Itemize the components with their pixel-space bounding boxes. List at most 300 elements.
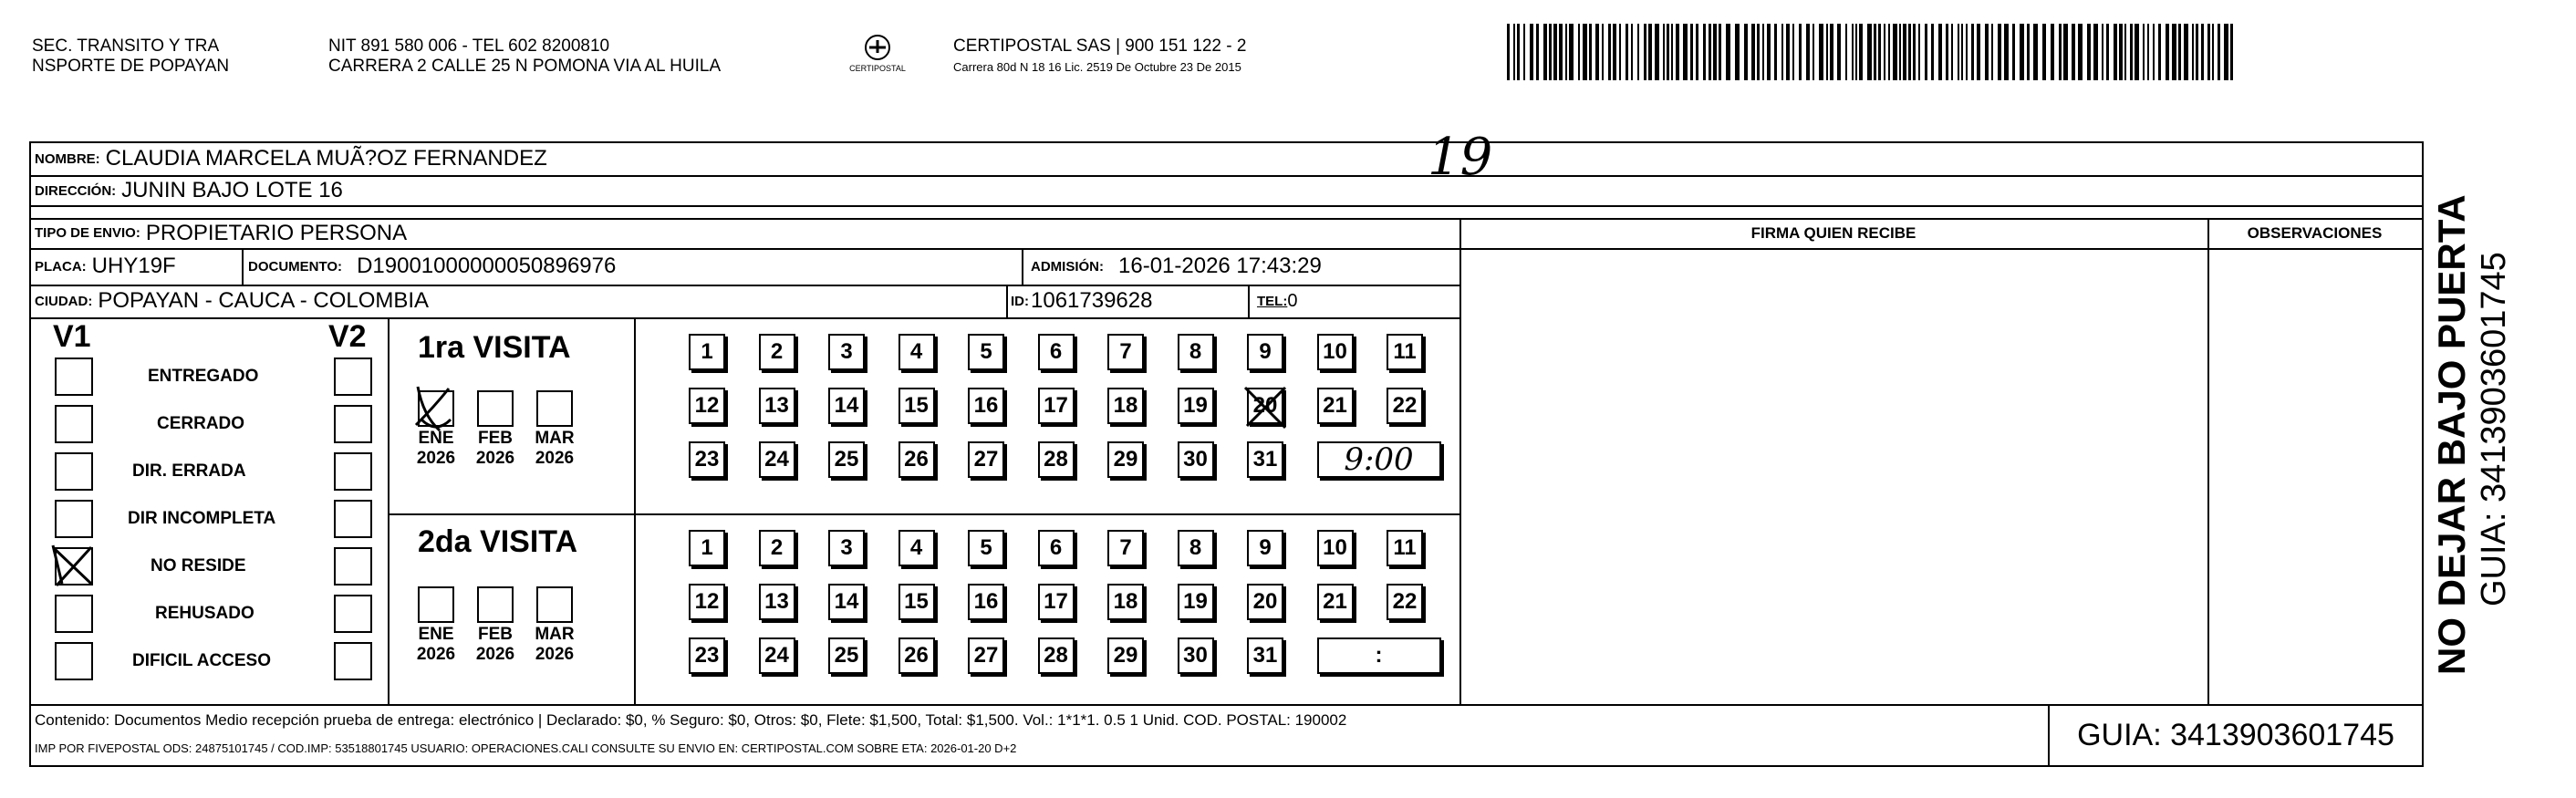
barcode-bar bbox=[1744, 24, 1748, 80]
admission-label: ADMISIÓN: bbox=[1031, 258, 1104, 275]
day-number: 3 bbox=[840, 339, 853, 364]
barcode-bar bbox=[2196, 24, 2198, 80]
address-value: JUNIN BAJO LOTE 16 bbox=[121, 178, 343, 202]
tel-field bbox=[1257, 285, 1297, 317]
barcode-bar bbox=[1913, 24, 1916, 80]
day-number: 15 bbox=[904, 589, 929, 614]
barcode-bar bbox=[1991, 24, 1993, 80]
v1-checkbox[interactable] bbox=[55, 642, 93, 680]
barcode-bar bbox=[1667, 24, 1669, 80]
barcode-bar bbox=[2012, 24, 2015, 80]
barcode-bar bbox=[1958, 24, 1959, 80]
barcode-bar bbox=[2178, 24, 2181, 80]
barcode-bar bbox=[2224, 24, 2228, 80]
barcode-bar bbox=[2078, 24, 2083, 80]
visit1-day-box[interactable] bbox=[1247, 441, 1283, 478]
barcode-bar bbox=[1676, 24, 1679, 80]
v2-checkbox[interactable] bbox=[334, 595, 372, 633]
month-year: 2026 bbox=[535, 449, 575, 468]
visit2-day-box[interactable] bbox=[968, 530, 1004, 566]
visit2-title: 2da VISITA bbox=[418, 524, 578, 559]
day-number: 27 bbox=[973, 643, 999, 668]
day-number: 1 bbox=[701, 339, 713, 364]
barcode-bar bbox=[1696, 24, 1698, 80]
barcode-bar bbox=[1690, 24, 1693, 80]
barcode-bar bbox=[2114, 24, 2117, 80]
day-number: 26 bbox=[904, 447, 929, 472]
day-number: 11 bbox=[1393, 535, 1417, 560]
visit1-day-box[interactable] bbox=[1107, 334, 1144, 370]
visit1-day-box[interactable] bbox=[689, 388, 725, 424]
visit1-day-box[interactable] bbox=[759, 334, 795, 370]
barcode-bar bbox=[1569, 24, 1574, 80]
day-number: 9 bbox=[1259, 535, 1272, 560]
visit2-day-box[interactable] bbox=[828, 637, 865, 674]
barcode-graphic bbox=[1505, 24, 2235, 80]
day-number: 4 bbox=[909, 339, 923, 364]
day-number: 2 bbox=[770, 535, 784, 560]
city-label: CIUDAD: bbox=[35, 293, 93, 309]
barcode-bar bbox=[1888, 24, 1890, 80]
visit1-day-box[interactable] bbox=[898, 441, 935, 478]
visit2-day-box[interactable] bbox=[759, 637, 795, 674]
v2-checkbox[interactable] bbox=[334, 500, 372, 538]
barcode-bar bbox=[1813, 24, 1814, 80]
day-number: 23 bbox=[694, 447, 720, 472]
day-number: 13 bbox=[764, 393, 789, 418]
barcode-bar bbox=[1938, 24, 1942, 80]
visit1-month-label bbox=[409, 429, 463, 469]
month-name: ENE bbox=[418, 625, 454, 644]
visit1-month-checkbox[interactable] bbox=[418, 390, 454, 427]
day-number: 30 bbox=[1183, 643, 1208, 668]
barcode-bar bbox=[1874, 24, 1876, 80]
visit1-month-checkbox[interactable] bbox=[536, 390, 573, 427]
barcode-bar bbox=[1985, 24, 1989, 80]
visit2-day-box[interactable] bbox=[1107, 584, 1144, 620]
day-number: 2 bbox=[770, 339, 784, 364]
barcode-bar bbox=[1762, 24, 1764, 80]
footer-line-2: IMP POR FIVEPOSTAL ODS: 24875101745 / COD.IMP: 53518801745 USUARIO: OPERACIONES.CALI CONSULTE SU ENVIO EN: CERTIPOSTAL.COM SOBRE ETA: 2026-01-20 D+2 bbox=[35, 741, 1017, 755]
day-number: 14 bbox=[834, 393, 859, 418]
visit1-day-box[interactable] bbox=[1387, 388, 1423, 424]
visit2-day-box[interactable] bbox=[898, 584, 935, 620]
barcode-bar bbox=[1663, 24, 1665, 80]
barcode-bar bbox=[1735, 24, 1740, 80]
certipostal-logo bbox=[835, 31, 921, 77]
visit1-day-box[interactable] bbox=[1247, 388, 1283, 424]
barcode-bar bbox=[2130, 24, 2133, 80]
barcode-bar bbox=[2119, 24, 2123, 80]
courier-block bbox=[953, 36, 1246, 75]
v2-checkbox[interactable] bbox=[334, 405, 372, 443]
visit2-day-box[interactable] bbox=[1038, 584, 1075, 620]
day-number: 22 bbox=[1392, 393, 1418, 418]
day-number: 3 bbox=[840, 535, 853, 560]
time-placeholder: : bbox=[1375, 643, 1383, 668]
day-number: 23 bbox=[694, 643, 720, 668]
v1-checkbox[interactable] bbox=[55, 358, 93, 396]
visit2-day-box[interactable] bbox=[1387, 530, 1423, 566]
month-name: MAR bbox=[535, 429, 575, 448]
v2-checkbox[interactable] bbox=[334, 358, 372, 396]
barcode-bar bbox=[1893, 24, 1897, 80]
visit2-month-label bbox=[468, 625, 523, 665]
visit1-day-box[interactable] bbox=[968, 388, 1004, 424]
day-number: 26 bbox=[904, 643, 929, 668]
visit1-day-box[interactable] bbox=[1038, 334, 1075, 370]
visit2-month-checkbox[interactable] bbox=[477, 586, 514, 623]
barcode-bar bbox=[1578, 24, 1580, 80]
barcode-bar bbox=[2124, 24, 2126, 80]
sender-block bbox=[32, 36, 229, 77]
no-dejar-warning: NO DEJAR BAJO PUERTA bbox=[2430, 194, 2473, 675]
barcode-bar bbox=[2087, 24, 2091, 80]
visit1-day-box[interactable] bbox=[1247, 334, 1283, 370]
month-year: 2026 bbox=[416, 645, 456, 664]
observations-column-header: OBSERVACIONES bbox=[2247, 223, 2383, 242]
barcode-bar bbox=[1966, 24, 1968, 80]
visit1-day-box[interactable] bbox=[1317, 388, 1354, 424]
barcode-bar bbox=[1903, 24, 1906, 80]
day-number: 13 bbox=[764, 589, 789, 614]
visit2-month-label bbox=[409, 625, 463, 665]
barcode-bar bbox=[2172, 24, 2176, 80]
visit2-day-box[interactable] bbox=[1107, 637, 1144, 674]
visit1-time-box[interactable] bbox=[1317, 441, 1441, 478]
barcode-bar bbox=[2218, 24, 2220, 80]
visit2-day-box[interactable] bbox=[968, 584, 1004, 620]
document-value: D19001000000050896976 bbox=[357, 254, 617, 278]
visit1-day-box[interactable] bbox=[828, 388, 865, 424]
plate-value: UHY19F bbox=[91, 254, 176, 278]
visit2-day-box[interactable] bbox=[898, 530, 935, 566]
barcode-bar bbox=[1867, 24, 1872, 80]
visit1-day-box[interactable] bbox=[828, 441, 865, 478]
visit2-day-box[interactable] bbox=[1178, 637, 1214, 674]
reason-label: DIR. ERRADA bbox=[132, 461, 246, 481]
barcode-bar bbox=[2201, 24, 2204, 80]
visit2-day-box[interactable] bbox=[689, 584, 725, 620]
barcode-bar bbox=[1884, 24, 1885, 80]
barcode-bar bbox=[1709, 24, 1711, 80]
barcode-bar bbox=[1977, 24, 1980, 80]
day-number: 27 bbox=[973, 447, 999, 472]
visit1-day-box[interactable] bbox=[1038, 441, 1075, 478]
visit1-day-box[interactable] bbox=[689, 441, 725, 478]
visit1-day-box[interactable] bbox=[898, 334, 935, 370]
barcode-bar bbox=[2106, 24, 2109, 80]
visit2-day-box[interactable] bbox=[759, 584, 795, 620]
name-label: NOMBRE: bbox=[35, 150, 100, 167]
admission-value: 16-01-2026 17:43:29 bbox=[1118, 254, 1322, 278]
barcode-bar bbox=[1713, 24, 1717, 80]
tel-label: TEL: bbox=[1257, 293, 1288, 309]
barcode-bar bbox=[1530, 24, 1533, 80]
v2-checkbox[interactable] bbox=[334, 642, 372, 680]
barcode-bar bbox=[1683, 24, 1688, 80]
month-year: 2026 bbox=[535, 645, 575, 664]
day-number: 24 bbox=[764, 643, 789, 668]
barcode-bar bbox=[2042, 24, 2046, 80]
barcode-bar bbox=[2192, 24, 2194, 80]
visit1-day-box[interactable] bbox=[1107, 441, 1144, 478]
day-number: 18 bbox=[1113, 393, 1138, 418]
day-number: 16 bbox=[973, 393, 999, 418]
visit1-day-box[interactable] bbox=[759, 388, 795, 424]
day-number: 31 bbox=[1252, 447, 1278, 472]
month-year: 2026 bbox=[475, 449, 515, 468]
type-value: PROPIETARIO PERSONA bbox=[145, 220, 408, 245]
v1-checkbox[interactable] bbox=[55, 500, 93, 538]
barcode-bar bbox=[1878, 24, 1881, 80]
barcode-bar bbox=[1767, 24, 1771, 80]
guia-footer-box: GUIA: 3413903601745 bbox=[2077, 718, 2394, 752]
reason-label: DIFICIL ACCESO bbox=[132, 651, 272, 670]
visit2-month-checkbox[interactable] bbox=[536, 586, 573, 623]
barcode-bar bbox=[1608, 24, 1611, 80]
visit2-day-box[interactable] bbox=[968, 637, 1004, 674]
logo-text: CERTIPOSTAL bbox=[849, 64, 906, 73]
visit1-day-box[interactable] bbox=[759, 441, 795, 478]
visit2-day-box[interactable] bbox=[1247, 530, 1283, 566]
visit2-day-box[interactable] bbox=[1247, 584, 1283, 620]
cross-mark-icon bbox=[1243, 384, 1289, 430]
barcode-bar bbox=[1726, 24, 1730, 80]
visit1-month-label bbox=[527, 429, 582, 469]
visit2-day-box[interactable] bbox=[1178, 530, 1214, 566]
visit1-day-box[interactable] bbox=[689, 334, 725, 370]
month-name: MAR bbox=[535, 625, 575, 644]
visit2-day-box[interactable] bbox=[1038, 530, 1075, 566]
visit1-day-box[interactable] bbox=[1178, 334, 1214, 370]
visit2-day-box[interactable] bbox=[689, 530, 725, 566]
barcode-bar bbox=[1583, 24, 1587, 80]
barcode-bar bbox=[1786, 24, 1790, 80]
day-number: 8 bbox=[1189, 535, 1202, 560]
visit1-day-box[interactable] bbox=[968, 441, 1004, 478]
type-label: TIPO DE ENVIO: bbox=[35, 225, 140, 241]
day-number: 28 bbox=[1044, 643, 1068, 668]
plate-label: PLACA: bbox=[35, 258, 87, 275]
visit1-day-box[interactable] bbox=[1178, 388, 1214, 424]
visit1-month-label bbox=[468, 429, 523, 469]
barcode-bar bbox=[2102, 24, 2103, 80]
v1-checkbox[interactable] bbox=[55, 547, 93, 586]
barcode-bar bbox=[1792, 24, 1794, 80]
visit1-day-box[interactable] bbox=[1038, 388, 1075, 424]
barcode-bar bbox=[2051, 24, 2054, 80]
barcode-bar bbox=[1806, 24, 1810, 80]
barcode-bar bbox=[2027, 24, 2030, 80]
day-number: 11 bbox=[1393, 339, 1417, 364]
check-mark-icon bbox=[51, 540, 106, 586]
visit2-day-box[interactable] bbox=[898, 637, 935, 674]
barcode-bar bbox=[1845, 24, 1847, 80]
sender-line-2: NSPORTE DE POPAYAN bbox=[32, 57, 230, 76]
barcode-bar bbox=[2184, 24, 2188, 80]
barcode-bar bbox=[2166, 24, 2169, 80]
barcode-bar bbox=[1595, 24, 1599, 80]
courier-line-2: Carrera 80d N 18 16 Lic. 2519 De Octubre 23 De 2015 bbox=[953, 60, 1241, 74]
day-number: 7 bbox=[1119, 535, 1132, 560]
barcode-bar bbox=[2158, 24, 2161, 80]
id-field bbox=[1011, 285, 1152, 317]
visit2-day-box[interactable] bbox=[1107, 530, 1144, 566]
v1-header: V1 bbox=[53, 319, 91, 354]
visit1-day-box[interactable] bbox=[1178, 441, 1214, 478]
visit2-day-box[interactable] bbox=[759, 530, 795, 566]
barcode-bar bbox=[1830, 24, 1833, 80]
day-number: 6 bbox=[1049, 535, 1063, 560]
visit1-day-box[interactable] bbox=[968, 334, 1004, 370]
reason-label: NO RESIDE bbox=[151, 556, 246, 575]
barcode-bar bbox=[1523, 24, 1525, 80]
day-number: 12 bbox=[694, 393, 720, 418]
barcode-bar bbox=[1799, 24, 1802, 80]
barcode-bar bbox=[1837, 24, 1841, 80]
day-number: 12 bbox=[694, 589, 720, 614]
barcode-bar bbox=[1703, 24, 1706, 80]
day-number: 21 bbox=[1323, 393, 1347, 418]
barcode-bar bbox=[2230, 24, 2233, 80]
barcode-bar bbox=[1565, 24, 1567, 80]
visit2-day-box[interactable] bbox=[1387, 584, 1423, 620]
day-number: 17 bbox=[1044, 393, 1068, 418]
visit2-day-box[interactable] bbox=[1317, 584, 1354, 620]
barcode bbox=[1505, 24, 2235, 80]
barcode-bar bbox=[1589, 24, 1592, 80]
visit1-day-box[interactable] bbox=[1387, 334, 1423, 370]
reason-label: ENTREGADO bbox=[148, 367, 259, 386]
id-label: ID: bbox=[1011, 293, 1029, 309]
day-number: 24 bbox=[764, 447, 789, 472]
barcode-bar bbox=[1946, 24, 1948, 80]
day-number: 22 bbox=[1392, 589, 1418, 614]
visit2-day-box[interactable] bbox=[689, 637, 725, 674]
visit2-day-box[interactable] bbox=[828, 530, 865, 566]
barcode-bar bbox=[1998, 24, 2001, 80]
visit2-day-box[interactable] bbox=[1038, 637, 1075, 674]
v1-checkbox[interactable] bbox=[55, 452, 93, 491]
visit2-day-box[interactable] bbox=[1317, 530, 1354, 566]
day-number: 25 bbox=[834, 447, 859, 472]
city-field bbox=[35, 285, 429, 317]
barcode-bar bbox=[1852, 24, 1854, 80]
courier-line-1: CERTIPOSTAL SAS | 900 151 122 - 2 bbox=[953, 36, 1247, 56]
nit-line-1: NIT 891 580 006 - TEL 602 8200810 bbox=[328, 36, 610, 56]
day-number: 17 bbox=[1044, 589, 1068, 614]
barcode-bar bbox=[1859, 24, 1863, 80]
barcode-bar bbox=[2135, 24, 2139, 80]
admission-field bbox=[1031, 248, 1322, 285]
barcode-bar bbox=[1819, 24, 1823, 80]
day-number: 25 bbox=[834, 643, 859, 668]
v2-checkbox[interactable] bbox=[334, 547, 372, 586]
v2-checkbox[interactable] bbox=[334, 452, 372, 491]
month-name: FEB bbox=[478, 625, 513, 644]
day-number: 21 bbox=[1323, 589, 1347, 614]
reason-label: CERRADO bbox=[157, 414, 245, 433]
barcode-bar bbox=[1757, 24, 1760, 80]
visit1-day-box[interactable] bbox=[828, 334, 865, 370]
nit-block bbox=[328, 36, 721, 77]
visit1-title: 1ra VISITA bbox=[418, 330, 571, 365]
barcode-bar bbox=[1971, 24, 1974, 80]
sender-line-1: SEC. TRANSITO Y TRA bbox=[32, 36, 220, 56]
type-row bbox=[35, 218, 407, 248]
day-number: 30 bbox=[1183, 447, 1208, 472]
signature-column-header: FIRMA QUIEN RECIBE bbox=[1750, 223, 1916, 242]
day-number: 19 bbox=[1183, 393, 1208, 418]
barcode-bar bbox=[1549, 24, 1552, 80]
barcode-bar bbox=[1719, 24, 1721, 80]
visit2-day-box[interactable] bbox=[1178, 584, 1214, 620]
handwritten-mark: 19 bbox=[1428, 128, 1493, 187]
barcode-bar bbox=[1918, 24, 1920, 80]
day-number: 9 bbox=[1259, 339, 1272, 364]
day-number: 29 bbox=[1113, 643, 1138, 668]
barcode-bar bbox=[2004, 24, 2009, 80]
barcode-bar bbox=[2020, 24, 2024, 80]
v2-header: V2 bbox=[328, 319, 367, 354]
barcode-bar bbox=[1855, 24, 1857, 80]
visit2-time-box[interactable] bbox=[1317, 637, 1441, 674]
barcode-bar bbox=[1931, 24, 1934, 80]
address-label: DIRECCIÓN: bbox=[35, 182, 117, 199]
visit1-day-box[interactable] bbox=[898, 388, 935, 424]
visit2-day-box[interactable] bbox=[828, 584, 865, 620]
barcode-bar bbox=[1637, 24, 1639, 80]
barcode-bar bbox=[2063, 24, 2068, 80]
document-label: DOCUMENTO: bbox=[248, 258, 343, 275]
barcode-bar bbox=[2059, 24, 2062, 80]
name-value: CLAUDIA MARCELA MUÃ?OZ FERNANDEZ bbox=[105, 146, 547, 171]
day-number: 20 bbox=[1252, 393, 1278, 418]
barcode-bar bbox=[1613, 24, 1616, 80]
day-number: 10 bbox=[1323, 535, 1347, 560]
barcode-bar bbox=[1631, 24, 1633, 80]
month-name: ENE bbox=[418, 429, 454, 448]
day-number: 5 bbox=[980, 535, 992, 560]
barcode-bar bbox=[1648, 24, 1652, 80]
reason-label: DIR INCOMPLETA bbox=[128, 509, 276, 528]
visit1-day-box[interactable] bbox=[1317, 334, 1354, 370]
barcode-bar bbox=[2212, 24, 2214, 80]
day-number: 10 bbox=[1323, 339, 1347, 364]
day-number: 29 bbox=[1113, 447, 1138, 472]
barcode-bar bbox=[2143, 24, 2145, 80]
day-number: 8 bbox=[1189, 339, 1202, 364]
visit1-month-checkbox[interactable] bbox=[477, 390, 514, 427]
barcode-bar bbox=[2207, 24, 2210, 80]
day-number: 20 bbox=[1252, 589, 1278, 614]
handwritten-time: 9:00 bbox=[1344, 441, 1414, 478]
city-value: POPAYAN - CAUCA - COLOMBIA bbox=[98, 288, 430, 313]
v1-checkbox[interactable] bbox=[55, 405, 93, 443]
visit2-month-checkbox[interactable] bbox=[418, 586, 454, 623]
check-mark-icon bbox=[412, 379, 467, 434]
day-number: 4 bbox=[909, 535, 923, 560]
barcode-bar bbox=[1655, 24, 1659, 80]
visit1-day-box[interactable] bbox=[1107, 388, 1144, 424]
v1-checkbox[interactable] bbox=[55, 595, 93, 633]
plate-field bbox=[35, 248, 176, 285]
barcode-bar bbox=[2033, 24, 2038, 80]
visit2-day-box[interactable] bbox=[1247, 637, 1283, 674]
visit2-month-label bbox=[527, 625, 582, 665]
barcode-bar bbox=[1951, 24, 1953, 80]
